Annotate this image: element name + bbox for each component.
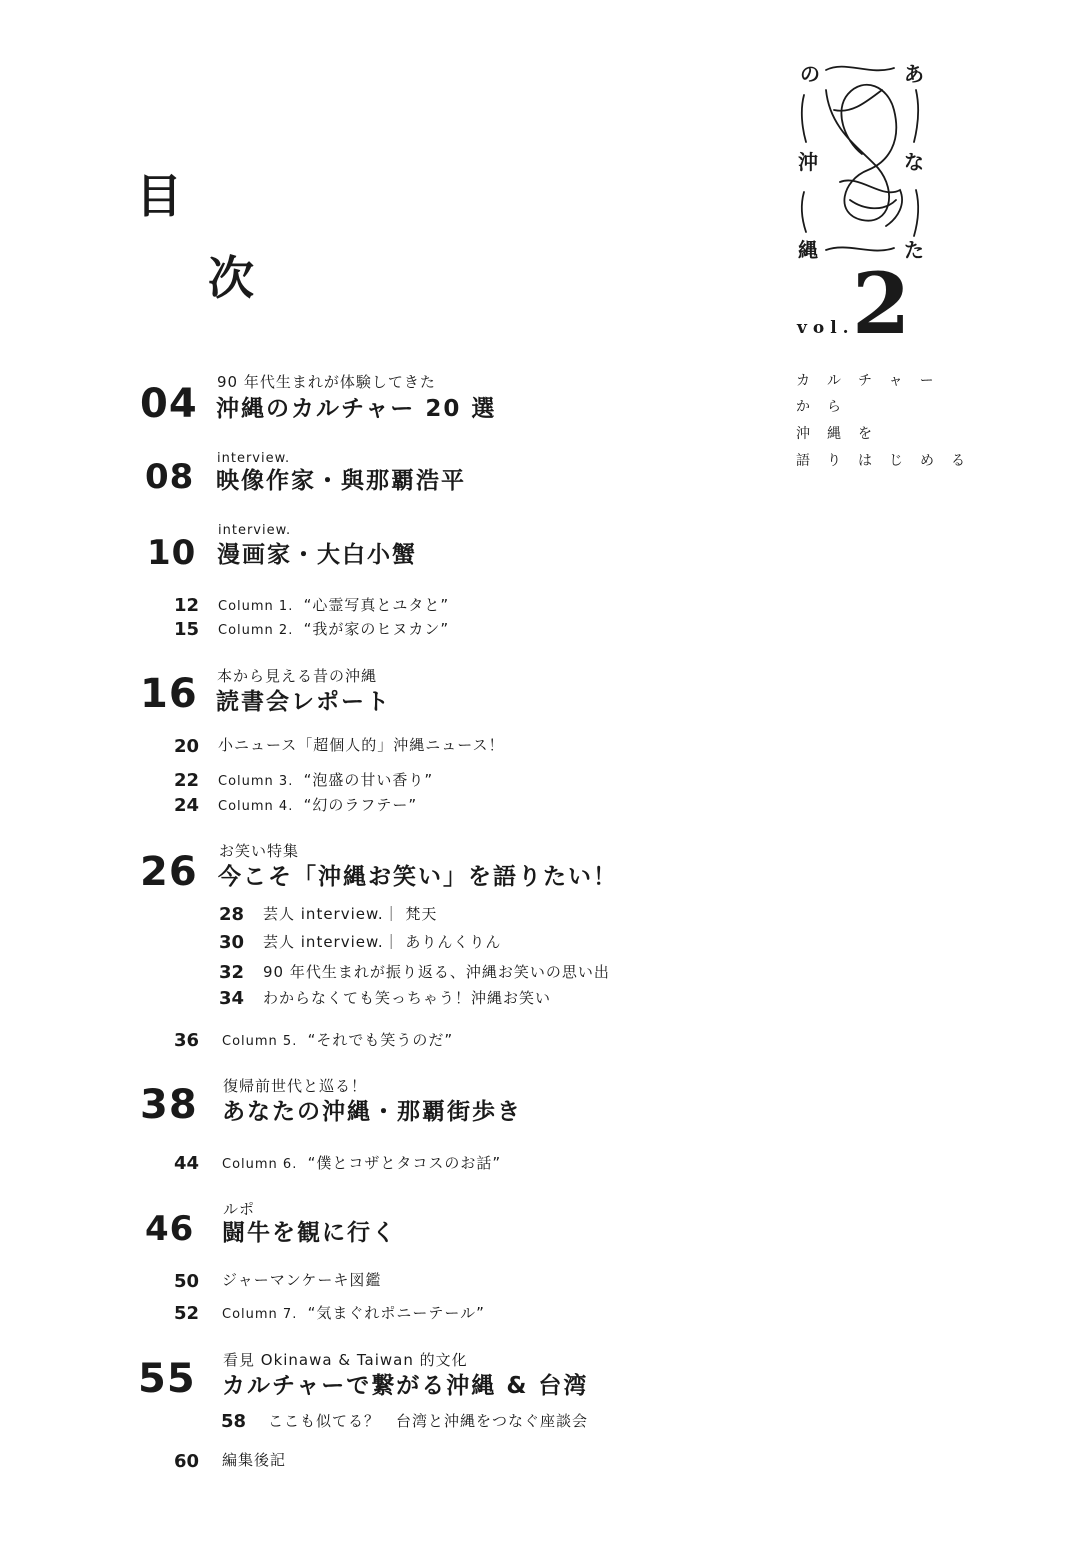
toc-item-text: 芸人 interview.｜ ありんくりん: [263, 933, 502, 951]
column-label: Column 2.: [218, 623, 294, 638]
toc-kicker: interview.: [218, 523, 292, 538]
toc-page-number: 12: [174, 595, 200, 616]
toc-item-text: わからなくても笑っちゃう！沖縄お笑い: [263, 989, 552, 1007]
toc-page-number: 38: [140, 1082, 198, 1128]
toc-page-number: 60: [174, 1451, 200, 1472]
toc-page-number: 30: [219, 932, 245, 953]
column-label: Column 3.: [218, 774, 294, 789]
logo-char-no: の: [800, 62, 820, 86]
column-title: “僕とコザとタコスのお話”: [307, 1154, 502, 1172]
volume-label: vol.: [797, 318, 855, 338]
logo-char-oki: 沖: [798, 150, 818, 174]
toc-page-number: 52: [174, 1303, 200, 1324]
tagline-line-3: 沖縄を: [796, 426, 889, 442]
toc-title: 今こそ「沖縄お笑い」を語りたい！: [218, 864, 618, 890]
tagline-line-4: 語りはじめる: [796, 453, 982, 469]
column-title: “心霊写真とユタと”: [303, 596, 450, 614]
volume-number: 2: [852, 254, 911, 353]
toc-kicker: 本から見える昔の沖縄: [217, 667, 378, 685]
column-label: Column 1.: [218, 599, 294, 614]
toc-page-number: 46: [145, 1209, 195, 1249]
toc-page-number: 32: [219, 962, 245, 983]
tagline-line-2: から: [796, 399, 858, 415]
toc-kicker: interview.: [217, 451, 291, 466]
toc-page-number: 44: [174, 1153, 200, 1174]
toc-column-item: [218, 798, 417, 813]
toc-page-number: 15: [174, 619, 200, 640]
toc-column-item: [222, 1033, 453, 1048]
toc-page-number: 26: [140, 849, 198, 895]
column-title: “気まぐれポニーテール”: [307, 1304, 485, 1322]
heading-moku: 目: [136, 169, 182, 223]
column-label: Column 5.: [222, 1034, 298, 1049]
toc-title: 闘牛を観に行く: [222, 1220, 397, 1246]
toc-page-number: 24: [174, 795, 200, 816]
toc-page-number: 28: [219, 904, 245, 925]
toc-column-item: [218, 598, 449, 613]
toc-page-number: 55: [138, 1356, 196, 1402]
toc-kicker: 90 年代生まれが体験してきた: [217, 373, 436, 391]
column-title: “泡盛の甘い香り”: [303, 771, 434, 789]
toc-page-number: 36: [174, 1030, 200, 1051]
toc-title: あなたの沖縄・那覇街歩き: [222, 1099, 522, 1125]
toc-kicker: 復帰前世代と巡る！: [223, 1077, 368, 1095]
toc-page-number: 08: [145, 457, 195, 497]
magazine-logo: [790, 50, 940, 280]
toc-page-number: 34: [219, 988, 245, 1009]
heading-ji: 次: [208, 251, 254, 305]
toc-item-text: 小ニュース「超個人的」沖縄ニュース！: [218, 736, 505, 754]
toc-page-number: 50: [174, 1271, 200, 1292]
toc-column-item: [222, 1306, 485, 1321]
logo-char-a: あ: [904, 62, 924, 86]
toc-page-number: 58: [221, 1411, 247, 1432]
toc-title: 読書会レポート: [216, 689, 391, 715]
toc-title: 漫画家・大白小蟹: [217, 542, 417, 568]
toc-page-number: 04: [140, 381, 198, 427]
logo-char-na: な: [904, 150, 924, 174]
column-title: “幻のラフテー”: [303, 796, 418, 814]
logo-char-nawa: 縄: [798, 238, 818, 262]
toc-column-item: [218, 622, 449, 637]
column-title: “我が家のヒヌカン”: [303, 620, 450, 638]
toc-item-text: 編集後記: [222, 1451, 287, 1469]
logo-char-ta: た: [904, 238, 924, 262]
toc-item-text: ここも似てる？ 台湾と沖縄をつなぐ座談会: [268, 1412, 589, 1430]
column-label: Column 6.: [222, 1157, 298, 1172]
toc-title: 映像作家・與那覇浩平: [216, 468, 466, 494]
column-title: “それでも笑うのだ”: [307, 1031, 454, 1049]
toc-kicker: 看見 Okinawa & Taiwan 的文化: [223, 1351, 468, 1369]
toc-title: 沖縄のカルチャー 20 選: [216, 396, 497, 422]
toc-column-item: [218, 773, 433, 788]
toc-title: カルチャーで繋がる沖縄 & 台湾: [222, 1373, 589, 1399]
toc-page-number: 20: [174, 736, 200, 757]
toc-page-number: 16: [140, 671, 198, 717]
column-label: Column 4.: [218, 799, 294, 814]
toc-kicker: ルポ: [223, 1200, 256, 1218]
toc-item-text: ジャーマンケーキ図鑑: [222, 1271, 382, 1289]
toc-column-item: [222, 1156, 501, 1171]
column-label: Column 7.: [222, 1307, 298, 1322]
toc-kicker: お笑い特集: [219, 842, 300, 860]
toc-page-number: 10: [147, 533, 197, 573]
tagline-line-1: カルチャー: [796, 373, 951, 389]
toc-item-text: 芸人 interview.｜ 梵天: [263, 905, 438, 923]
toc-page-number: 22: [174, 770, 200, 791]
toc-item-text: 90 年代生まれが振り返る、沖縄お笑いの思い出: [263, 963, 610, 981]
